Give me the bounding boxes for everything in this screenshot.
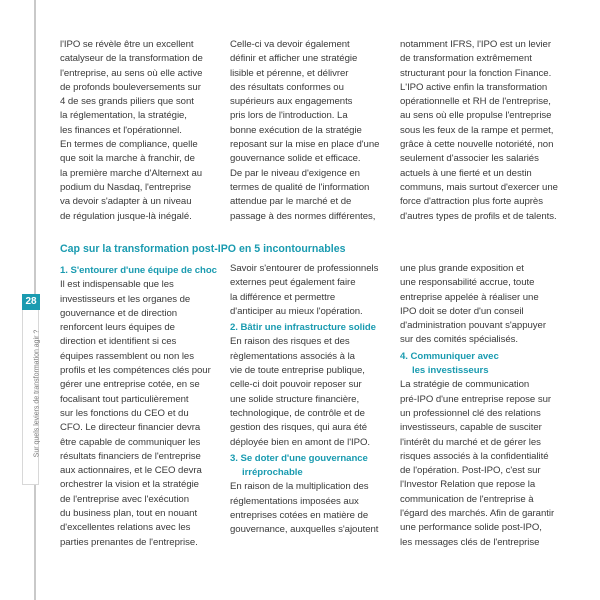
text-line: une responsabilité accrue, toute <box>400 277 535 289</box>
text-line: entreprise appelée à réaliser une <box>400 291 539 303</box>
subheading-2: 2. Bâtir une infrastructure solide <box>230 322 376 334</box>
text-line: podium du Nasdaq, l'entreprise <box>60 181 191 193</box>
text-line: communication de l'entreprise à <box>400 493 534 505</box>
subheading-4-line-2: les investisseurs <box>412 365 489 377</box>
subheading-3: 3. Se doter d'une gouvernance <box>230 452 368 464</box>
text-line: l'Investor Relation que repose la <box>400 479 536 491</box>
subheading-1: 1. S'entourer d'une équipe de choc <box>60 265 217 276</box>
side-tab <box>22 310 39 485</box>
text-line: seulement d'associer les salariés <box>400 153 539 165</box>
text-line: entreprises cotées en matière de <box>230 510 369 522</box>
text-line: équipes rassemblent ou non les <box>60 350 194 362</box>
page-number: 28 <box>22 294 40 310</box>
text-line: technologique, de contrôle et de <box>230 407 365 419</box>
paragraph-4 <box>400 378 580 550</box>
text-line: au sens où elle propulse l'entreprise <box>400 110 552 122</box>
text-line: externes peut également faire <box>230 277 356 289</box>
text-line: de l'entreprise avec l'exécution <box>60 493 189 505</box>
intro-column-1 <box>60 38 220 224</box>
text-line: l'entreprise, au sens où elle active <box>60 67 203 79</box>
text-line: sur des comités spécialisés. <box>400 334 519 346</box>
text-line: sur les fonctions du CEO et du <box>60 407 189 419</box>
text-line: termes de qualité de l'information <box>230 181 370 193</box>
text-line: supérieurs aux engagements <box>230 96 353 108</box>
text-line: direction et identifient si ces <box>60 336 177 348</box>
side-label: Sur quels leviers de transformation agir ? <box>33 329 41 458</box>
paragraph-3 <box>230 480 390 537</box>
text-line: de transformation extrêmement <box>400 53 532 65</box>
text-line: reposant sur la mise en place d'une <box>230 139 380 151</box>
text-line: L'IPO active enfin la transformation <box>400 81 548 93</box>
subheading-3-line-2: irréprochable <box>242 467 303 479</box>
paragraph-1 <box>60 278 220 550</box>
section-column-1 <box>60 262 220 550</box>
section-column-3 <box>400 262 580 550</box>
text-line: un professionnel clé des relations <box>400 407 541 419</box>
text-line: d'anticiper au mieux l'opération. <box>230 305 363 317</box>
text-line: La stratégie de communication <box>400 379 530 391</box>
text-line: gérer une entreprise cotée, en se <box>60 379 200 391</box>
text-line: De par le niveau d'exigence en <box>230 167 360 179</box>
text-line: parties prenantes de l'entreprise. <box>60 536 198 548</box>
text-line: vie de toute entreprise publique, <box>230 365 365 377</box>
text-line: IPO doit se doter d'un conseil <box>400 305 524 317</box>
text-line: va devoir s'adapter à un niveau <box>60 196 192 208</box>
text-line: orchestrer la vision et la stratégie <box>60 479 199 491</box>
text-line: communs, mais surtout d'exercer une <box>400 181 558 193</box>
text-line: gestion des risques, qui aura été <box>230 422 368 434</box>
text-line: de l'opération. Post-IPO, c'est sur <box>400 465 541 477</box>
text-line: réglementations imposées aux <box>230 495 359 507</box>
text-line: passage à des normes différentes, <box>230 210 376 222</box>
text-line: Savoir s'entourer de professionnels <box>230 263 379 274</box>
text-line: sous les feux de la rampe et permet, <box>400 124 554 136</box>
text-line: investisseurs, capable de susciter <box>400 422 542 434</box>
text-line: CFO. Le directeur financier devra <box>60 422 201 434</box>
text-line: définir et afficher une stratégie <box>230 53 358 65</box>
text-line: investisseurs et les organes de <box>60 293 191 305</box>
text-line: une plus grande exposition et <box>400 263 524 274</box>
text-line: risques associés à la confidentialité <box>400 450 549 462</box>
text-line: du business plan, tout en nouant <box>60 508 198 520</box>
text-line: grâce à cette nouvelle notoriété, non <box>400 139 554 151</box>
paragraph-1-continued <box>230 262 390 319</box>
text-line: des résultats conformes ou <box>230 81 344 93</box>
text-line: 4 de ses grands piliers que sont <box>60 96 194 108</box>
text-line: notamment IFRS, l'IPO est un levier <box>400 39 551 50</box>
text-line: être capable de communiquer les <box>60 436 201 448</box>
text-line: aux actionnaires, et le CEO devra <box>60 465 202 477</box>
subheading-4: 4. Communiquer avec <box>400 350 499 362</box>
text-line: gouvernance et de direction <box>60 307 178 319</box>
intro-column-3 <box>400 38 580 224</box>
text-line: d'administration pouvant s'appuyer <box>400 320 546 332</box>
text-line: catalyseur de la transformation de <box>60 53 203 65</box>
text-line: attendue par le marché et de <box>230 196 352 208</box>
text-line: l'IPO se révèle être un excellent <box>60 39 194 50</box>
text-line: règlementations associés à la <box>230 350 355 362</box>
text-line: opérationnelle et RH de l'entreprise, <box>400 96 551 108</box>
text-line: renforcent leurs équipes de <box>60 322 175 334</box>
paragraph-2 <box>230 335 390 449</box>
text-line: d'excellentes relations avec les <box>60 522 191 534</box>
text-line: actuels à une fierté et un destin <box>400 167 532 179</box>
text-line: la réglementation, la stratégie, <box>60 110 187 122</box>
section-title: Cap sur la transformation post-IPO en 5 incontournables <box>60 243 346 255</box>
text-line: force d'attraction plus forte auprès <box>400 196 543 208</box>
text-line: pris lors de l'introduction. La <box>230 110 348 122</box>
text-line: déployée bien en amont de l'IPO. <box>230 436 370 448</box>
text-line: que soit la marche à franchir, de <box>60 153 195 165</box>
paragraph-3-continued <box>400 262 580 348</box>
text-line: Il est indispensable que les <box>60 279 174 291</box>
text-line: d'autres types de profils et de talents. <box>400 210 557 222</box>
text-line: l'égard des marchés. Afin de garantir <box>400 508 555 520</box>
text-line: pré-IPO d'une entreprise repose sur <box>400 393 551 405</box>
text-line: structurant pour la fonction Finance. <box>400 67 552 79</box>
text-line: En raison de la multiplication des <box>230 481 369 493</box>
text-line: lisible et pérenne, et délivrer <box>230 67 349 79</box>
text-line: En raison des risques et des <box>230 336 350 348</box>
text-line: Celle-ci va devoir également <box>230 39 350 50</box>
text-line: une performance solide post-IPO, <box>400 522 542 534</box>
text-line: la première marche d'Alternext au <box>60 167 203 179</box>
intro-column-2 <box>230 38 390 224</box>
text-line: En termes de compliance, quelle <box>60 139 198 151</box>
text-line: de profonds bouleversements sur <box>60 81 201 93</box>
text-line: une solide structure financière, <box>230 393 360 405</box>
section-column-2 <box>230 262 390 538</box>
text-line: résultats financiers de l'entreprise <box>60 450 201 462</box>
text-line: gouvernance, auxquelles s'ajoutent <box>230 524 379 536</box>
text-line: les messages clés de l'entreprise <box>400 536 540 548</box>
text-line: de régulation jusque-là inégalé. <box>60 210 192 222</box>
text-line: profils et les compétences clés pour <box>60 365 211 377</box>
text-line: bonne exécution de la stratégie <box>230 124 362 136</box>
text-line: les finances et l'opérationnel. <box>60 124 182 136</box>
text-line: l'intérêt du marché et de gérer les <box>400 436 541 448</box>
text-line: gouvernance solide et efficace. <box>230 153 361 165</box>
text-line: celle-ci doit pouvoir reposer sur <box>230 379 362 391</box>
text-line: la différence et permettre <box>230 291 336 303</box>
text-line: focalisant tout particulièrement <box>60 393 189 405</box>
